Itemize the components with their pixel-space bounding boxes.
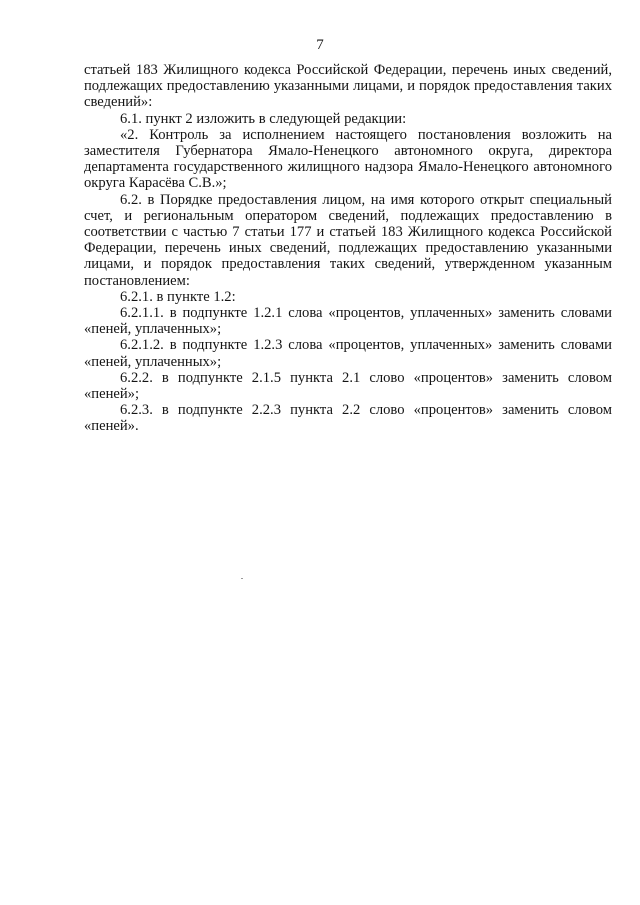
paragraph-6-2-1-2: 6.2.1.2. в подпункте 1.2.3 слова «процентов, уплаченных» заменить словами «пеней, уплаченных»;	[84, 337, 612, 370]
paragraph-6-1-quote: «2. Контроль за исполнением настоящего постановления возложить на заместителя Губернатора Ямало-Ненецкого автономного округа, директора департамента государственного жилищного надзора Ямало-Ненецкого автономного округа Карасёва С.В.»;	[84, 126, 612, 192]
paragraph-6-1: 6.1. пункт 2 изложить в следующей редакции:	[120, 110, 407, 127]
paragraph-6-2-1: 6.2.1. в пункте 1.2:	[120, 288, 236, 305]
paragraph-6-2: 6.2. в Порядке предоставления лицом, на имя которого открыт специальный счет, и региональным оператором сведений, подлежащих предоставлению в соответствии с частью 7 статьи 177 и статьей 183 Жилищного кодекса Российской Федерации, перечень иных сведений, подлежащих предоставлению указанными лицами, и порядок предоставления таких сведений, утвержденном указанным постановлением:	[84, 191, 612, 289]
paragraph-6-2-2: 6.2.2. в подпункте 2.1.5 пункта 2.1 слово «процентов» заменить словом «пеней»;	[84, 369, 612, 403]
document-body	[84, 62, 612, 435]
scan-speck	[241, 578, 243, 579]
paragraph-6-2-1-1: 6.2.1.1. в подпункте 1.2.1 слова «процентов, уплаченных» заменить словами «пеней, уплаченных»;	[84, 305, 612, 338]
paragraph-continuation: статьей 183 Жилищного кодекса Российской Федерации, перечень иных сведений, подлежащих предоставлению указанными лицами, и порядок предоставления таких сведений»:	[84, 62, 612, 111]
paragraph-6-2-3: 6.2.3. в подпункте 2.2.3 пункта 2.2 слово «процентов» заменить словом «пеней».	[84, 402, 612, 435]
page-number: 7	[316, 37, 324, 53]
